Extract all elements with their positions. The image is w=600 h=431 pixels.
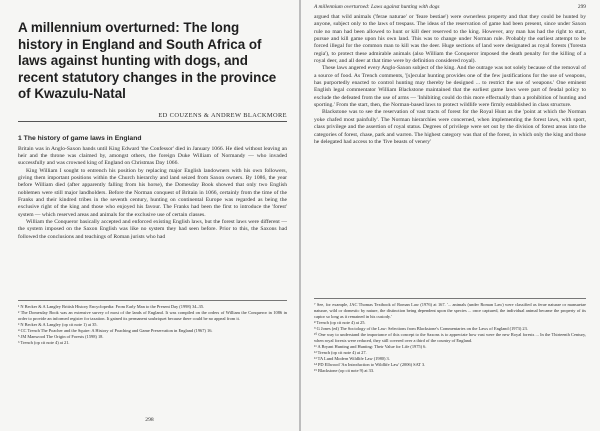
footnote: ⁴ CC Trench The Poacher and the Squire: A History of Poaching and Game Preservation in England (1967) 16. xyxy=(18,328,213,333)
page-number: 299 xyxy=(577,4,586,10)
footnote: ² The Domesday Book was an extensive survey of most of the lands of England. It was compiled on the orders of William the Conqueror in 1086 in order to provide an informed register for taxation. It gained its permanent soubriquet because there could be no appeal from it. xyxy=(18,310,287,321)
right-page xyxy=(301,0,600,431)
body-paragraph: argued that wild animals ('ferae naturae' or 'feare bestiae') were ownerless property and that they could be hunted by anyone, subject only to the laws of trespass. The ideas of the reservation of game had been present, since under Saxon rule no man had been allowed to hunt or kill deer reserved to the king. However, any man has had the right to start, pursue and kill game upon his own land. This was to change under Norman rule. Probably the earliest attempt to be forced illegal for the common man to kill was the deer. Huge sections of land were designated as royal forests ('foresta regia'), to protect these admirable animals (also William the Conqueror imposed the death penalty for the killing of a royal deer, and all deer at that time were by definition considered royal). xyxy=(314,14,586,65)
body-paragraph: These laws angered every Anglo-Saxon subject of the king. And the outrage was not solely because of the removal of a source of food. As Trench comments, '[s]ecular hunting provides one of the few justifications for the use of weapons, has purportedly enacted to control hunting may thereby be designed ... to restrict the use of weapons.' One eminent English legal commentator William Blackstone maintained that the earliest game laws were part of feudal policy to exclude the defeated from the use of arms — 'Inhibiting could do this more effectually than a prohibition of hunting and sporting.' From the start, then, the Norman-based laws to protect wildlife were firmly established in class structure. xyxy=(314,65,586,109)
footnote: ¹⁵ Blackstone (op cit note 9) at 33. xyxy=(314,368,375,373)
footnote: ⁸ Trench (op cit note 4) at 25. xyxy=(314,320,366,325)
footnote: ³ N Becker & A Langley (op cit note 1) at 35. xyxy=(18,322,98,327)
footnote: ⁷ See, for example, JAC Thomas Textbook of Roman Law (1976) at 167. '... animals (under Roman Law) were classified as ferae naturae or mansuetae naturae, wild or domestic by nature, the distinction being dependent upon the species ... once captured, the individual animal became the property of its captor so long as it remained in his custody.' xyxy=(314,302,586,319)
footnote: ¹² Trench (op cit note 4) at 27. xyxy=(314,350,367,355)
left-page xyxy=(0,0,299,431)
section-heading: 1 The history of game laws in England xyxy=(18,134,142,142)
body-paragraph: Blackstone was to see the reservation of vast tracts of forest for the Royal Hunt as the 'point at which the Norman yoke chafed most painfully'. The Norman hierarchies were concerned, when implementing the forest laws, with sport, class privilege and the assertion of royal status. Degrees of privilege were set out by the division of forest areas into the categories of forest, chase, park and warren. The highest category was that of the forest, in which only the king and those he delegated had access to the 'five beasts of venery' xyxy=(314,109,586,145)
footnote: ¹⁰ One way to understand the importance of this concept to the Saxons is to appreciate how vast were the new Royal forests ... In the Thirteenth Century, when royal forests were reduced, they still covered over a third of the country of England. xyxy=(314,332,586,343)
footnotes xyxy=(314,298,586,374)
page-number: 298 xyxy=(145,417,154,423)
footnotes xyxy=(18,300,287,346)
footnote: ⁵ JM Manwood The Origin of Forests (1598) 18. xyxy=(18,334,104,339)
running-head xyxy=(314,4,586,10)
footnote: ⁹ G Jones (ed) The Sociology of the Law: Selections from Blackstone's Commentaries on the Laws of England (1973) 23. xyxy=(314,326,528,331)
footnote: ¹ N Becker & A Langley British History Encyclopedia: From Early Man to the Present Day (1998) 34–35. xyxy=(18,304,205,309)
article-authors: ED COUZENS & ANDREW BLACKMORE xyxy=(18,112,287,122)
body-paragraph: Britain was in Anglo-Saxon hands until King Edward 'the Confessor' died in January 1066. He died without leaving an heir and the throne was claimed by, amongst others, the foreign Duke William of Normandy — who invaded successfully and was crowned king of England on Christmas Day 1066. xyxy=(18,145,287,167)
footnote: ⁶ Trench (op cit note 4) at 21. xyxy=(18,340,70,345)
body-paragraph: King William I sought to entrench his position by replacing major English landowners with his own followers, giving them important positions within the Church hierarchy and land seized from Saxon owners. By 1086, the year before William died (after apparently falling from his horse), the Domesday Book showed that only two English noblemen were still major landholders. Before the Norman conquest of Britain in 1066, certainly from the time of the Franks and their kindred tribes in the seventh century, hunting on continental Europe was regarded as being the exclusive right of the king and those who enjoyed his favour. The Franks had been the first to introduce the 'forest' system — which reserved areas and animals for the exclusive use of certain classes. xyxy=(18,167,287,218)
footnote: ¹³ TA Lund Modern Wildlife Law (1980) 3. xyxy=(314,356,390,361)
footnote: ¹¹ A Bryant Hunting and Hunting: Their Value for Life (1975) 6. xyxy=(314,344,427,349)
running-head-title: A millennium overturned: Laws against hunting with dogs xyxy=(314,4,440,10)
article-title: A millennium overturned: The long history in England and South Africa of laws against hunting with dogs, and recent statutory changes in the province of Kwazulu-Natal xyxy=(18,20,277,101)
body-paragraph: William the Conqueror basically accepted and enforced existing English laws, but the forest laws were different — the system imposed on the Saxon English was like no system they had seen before. Prior to this, the Saxons had followed the conclusions and teachings of Roman jurists who had xyxy=(18,218,287,240)
footnote: ¹⁴ PD Ellwood 'An Introduction to Wildlife Law' (2006) SAT 3. xyxy=(314,362,426,367)
